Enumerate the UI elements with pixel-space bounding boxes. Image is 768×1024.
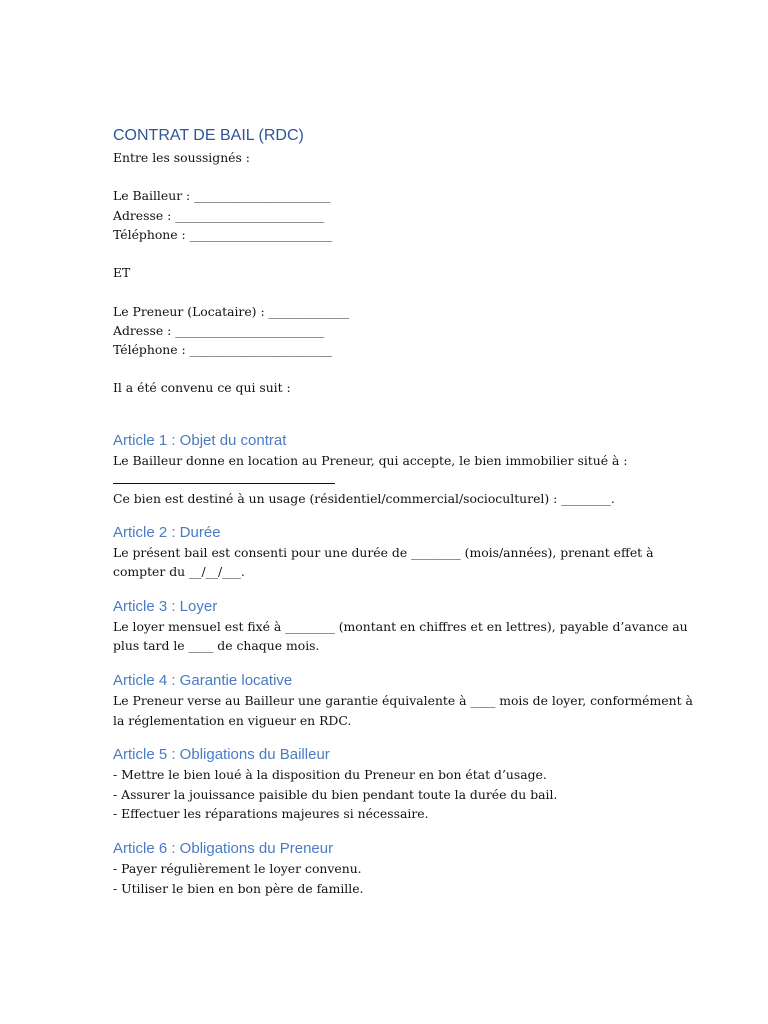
article-3-line: plus tard le ____ de chaque mois. [113, 638, 320, 654]
article-5-item: - Effectuer les réparations majeures si nécessaire. [113, 806, 429, 822]
article-1-line: Le Bailleur donne en location au Preneur, qui accepte, le bien immobilier situé à : [113, 453, 628, 469]
bailleur-phone-field: Téléphone : _______________________ [113, 226, 333, 242]
intro-text: Entre les soussignés : [113, 150, 250, 165]
article-1-body [113, 451, 673, 508]
article-5-item: - Assurer la jouissance paisible du bien pendant toute la durée du bail. [113, 786, 558, 802]
spacer [113, 244, 673, 263]
address-blank-line [113, 471, 335, 484]
preneur-address-field: Adresse : ________________________ [113, 322, 324, 338]
article-2-line: compter du __/__/___. [113, 564, 245, 580]
bailleur-address-field: Adresse : ________________________ [113, 207, 324, 223]
article-6-heading: Article 6 : Obligations du Preneur [113, 839, 334, 857]
article-3-line: Le loyer mensuel est fixé à ________ (montant en chiffres et en lettres), payable d’avance au [113, 618, 688, 634]
article-4-body [113, 691, 693, 730]
bailleur-name-field: Le Bailleur : ______________________ [113, 188, 331, 204]
spacer [113, 397, 673, 431]
article-4-line: Le Preneur verse au Bailleur une garantie équivalente à ____ mois de loyer, conformément à [113, 693, 693, 708]
article-5-heading: Article 5 : Obligations du Bailleur [113, 746, 330, 764]
spacer [113, 359, 673, 378]
spacer [113, 824, 673, 839]
article-4-line: la réglementation en vigueur en RDC. [113, 712, 352, 728]
spacer [113, 656, 673, 671]
spacer [113, 730, 673, 745]
article-5-item: - Mettre le bien loué à la disposition du Preneur en bon état d’usage. [113, 767, 547, 783]
convenu-text: Il a été convenu ce qui suit : [113, 380, 291, 396]
article-2-body [113, 543, 673, 582]
article-3-body [113, 617, 688, 656]
article-2-line: Le présent bail est consenti pour une durée de ________ (mois/années), prenant effet à [113, 544, 654, 560]
spacer [113, 582, 673, 597]
preneur-name-field: Le Preneur (Locataire) : _____________ [113, 303, 350, 319]
document-page [113, 124, 693, 898]
spacer [113, 509, 673, 523]
article-5-body [113, 765, 673, 824]
article-6-body [113, 859, 673, 898]
document-title: CONTRAT DE BAIL (RDC) [113, 127, 304, 144]
article-6-item: - Payer régulièrement le loyer convenu. [113, 860, 362, 876]
article-4-heading: Article 4 : Garantie locative [113, 672, 293, 689]
preneur-phone-field: Téléphone : _______________________ [113, 341, 333, 357]
spacer [113, 282, 673, 301]
et-separator: ET [113, 265, 131, 281]
article-3-heading: Article 3 : Loyer [113, 597, 218, 615]
article-2-heading: Article 2 : Durée [113, 523, 221, 541]
article-1-heading: Article 1 : Objet du contrat [113, 432, 287, 450]
article-1-line: Ce bien est destiné à un usage (résidentiel/commercial/socioculturel) : ________. [113, 491, 615, 507]
spacer [113, 167, 673, 186]
article-6-item: - Utiliser le bien en bon père de famille. [113, 880, 364, 896]
